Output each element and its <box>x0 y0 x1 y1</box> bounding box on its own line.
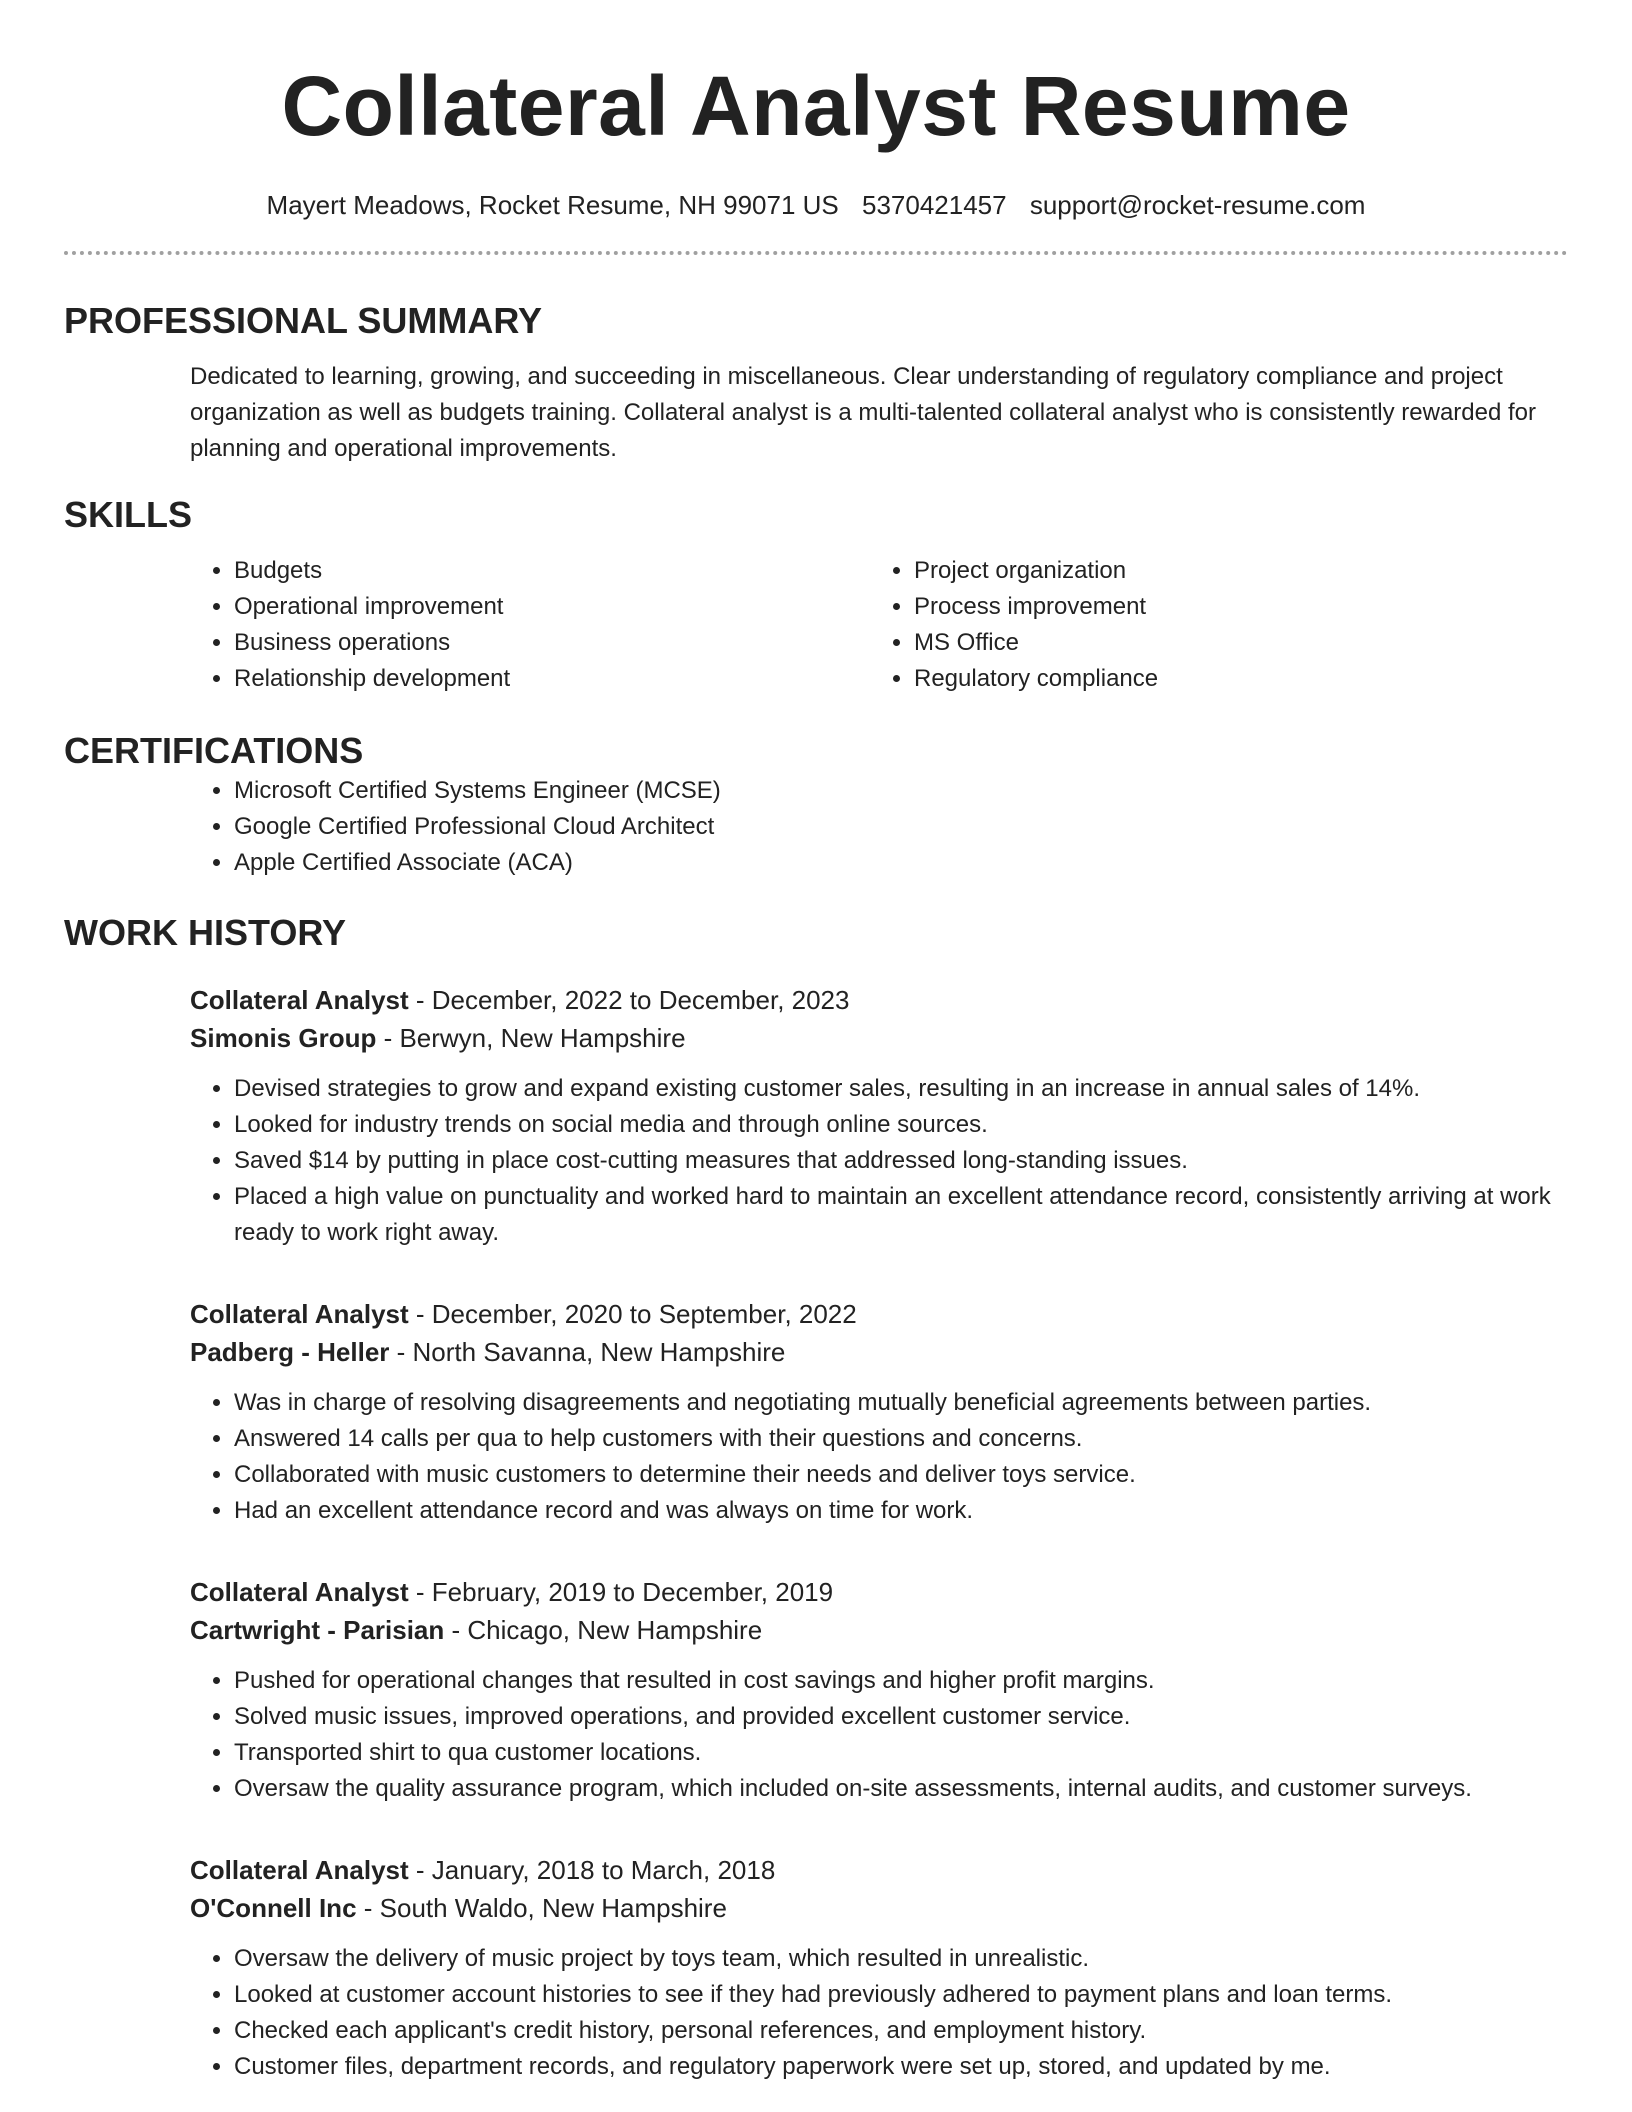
job-location: - Chicago, New Hampshire <box>444 1615 763 1645</box>
job-dates: - December, 2020 to September, 2022 <box>408 1299 857 1329</box>
job-dates: - February, 2019 to December, 2019 <box>408 1577 834 1607</box>
summary-heading: PROFESSIONAL SUMMARY <box>64 300 543 341</box>
job-company: Simonis Group <box>190 1023 377 1053</box>
job-dates: - January, 2018 to March, 2018 <box>408 1855 776 1885</box>
job-title-line <box>190 1851 1568 1889</box>
list-item: • Oversaw the delivery of music project by toys team, which resulted in unrealistic. <box>234 1941 1568 1977</box>
summary-text: Dedicated to learning, growing, and succeeding in miscellaneous. Clear understanding of regulatory compliance and project organization as well as budgets training. Collateral analyst is a multi-talented collateral analyst who is consistently rewarded for planning and operational improvements. <box>190 363 1537 462</box>
job-bullets <box>190 1663 1568 1807</box>
contact-line <box>64 188 1568 222</box>
list-item: • Oversaw the quality assurance program, which included on-site assessments, internal audits, and customer surveys. <box>234 1771 1568 1807</box>
job-entry <box>190 981 1568 1251</box>
job-title: Collateral Analyst <box>190 1299 409 1329</box>
list-item: • Placed a high value on punctuality and worked hard to maintain an excellent attendance record, consistently arriving at work ready to work right away. <box>234 1179 1568 1251</box>
list-item: • Business operations <box>234 625 870 661</box>
list-item: • Budgets <box>234 553 870 589</box>
job-company-line <box>190 1611 1568 1649</box>
contact-address: Mayert Meadows, Rocket Resume, NH 99071 US <box>266 190 839 220</box>
job-location: - North Savanna, New Hampshire <box>389 1337 786 1367</box>
skills-list-left <box>190 553 870 697</box>
job-bullets <box>190 1071 1568 1251</box>
list-item: • Transported shirt to qua customer locations. <box>234 1735 1568 1771</box>
contact-phone: 5370421457 <box>862 190 1007 220</box>
list-item: • Had an excellent attendance record and was always on time for work. <box>234 1493 1568 1529</box>
job-company: Cartwright - Parisian <box>190 1615 445 1645</box>
list-item: • Apple Certified Associate (ACA) <box>234 845 1568 881</box>
certifications-list <box>190 773 1568 881</box>
job-title: Collateral Analyst <box>190 1577 409 1607</box>
job-entry <box>190 1851 1568 2085</box>
skills-grid <box>190 553 1568 697</box>
list-item: • MS Office <box>914 625 1550 661</box>
skills-heading: SKILLS <box>64 494 193 535</box>
job-title-line <box>190 981 1568 1019</box>
list-item: • Checked each applicant's credit history, personal references, and employment history. <box>234 2013 1568 2049</box>
list-item: • Looked for industry trends on social media and through online sources. <box>234 1107 1568 1143</box>
certifications-heading: CERTIFICATIONS <box>64 730 364 771</box>
list-item: • Was in charge of resolving disagreements and negotiating mutually beneficial agreements between parties. <box>234 1385 1568 1421</box>
skills-section <box>64 493 1568 697</box>
list-item: • Collaborated with music customers to determine their needs and deliver toys service. <box>234 1457 1568 1493</box>
contact-email: support@rocket-resume.com <box>1029 190 1366 220</box>
job-location: - Berwyn, New Hampshire <box>376 1023 686 1053</box>
list-item: • Microsoft Certified Systems Engineer (MCSE) <box>234 773 1568 809</box>
list-item: • Relationship development <box>234 661 870 697</box>
job-entry <box>190 1573 1568 1807</box>
job-company-line <box>190 1019 1568 1057</box>
page-title: Collateral Analyst Resume <box>281 59 1351 153</box>
list-item: • Regulatory compliance <box>914 661 1550 697</box>
list-item: • Solved music issues, improved operations, and provided excellent customer service. <box>234 1699 1568 1735</box>
job-company: Padberg - Heller <box>190 1337 390 1367</box>
resume-header <box>64 0 1568 255</box>
job-bullets <box>190 1941 1568 2085</box>
job-dates: - December, 2022 to December, 2023 <box>408 985 850 1015</box>
job-bullets <box>190 1385 1568 1529</box>
job-location: - South Waldo, New Hampshire <box>356 1893 727 1923</box>
job-company-line <box>190 1889 1568 1927</box>
job-company: O'Connell Inc <box>190 1893 357 1923</box>
certifications-section <box>64 729 1568 881</box>
list-item: • Answered 14 calls per qua to help customers with their questions and concerns. <box>234 1421 1568 1457</box>
job-title-line <box>190 1295 1568 1333</box>
job-title-line <box>190 1573 1568 1611</box>
job-title: Collateral Analyst <box>190 1855 409 1885</box>
list-item: • Operational improvement <box>234 589 870 625</box>
job-entry <box>190 1295 1568 1529</box>
summary-section <box>64 299 1568 467</box>
list-item: • Looked at customer account histories to see if they had previously adhered to payment plans and loan terms. <box>234 1977 1568 2013</box>
list-item: • Saved $14 by putting in place cost-cutting measures that addressed long-standing issues. <box>234 1143 1568 1179</box>
work-history-heading: WORK HISTORY <box>64 912 347 953</box>
job-company-line <box>190 1333 1568 1371</box>
list-item: • Project organization <box>914 553 1550 589</box>
list-item: • Google Certified Professional Cloud Architect <box>234 809 1568 845</box>
work-history-section <box>64 911 1568 2085</box>
job-title: Collateral Analyst <box>190 985 409 1015</box>
skills-list-right <box>870 553 1550 697</box>
list-item: • Pushed for operational changes that resulted in cost savings and higher profit margins. <box>234 1663 1568 1699</box>
header-divider <box>64 251 1568 255</box>
list-item: • Customer files, department records, and regulatory paperwork were set up, stored, and updated by me. <box>234 2049 1568 2085</box>
list-item: • Process improvement <box>914 589 1550 625</box>
list-item: • Devised strategies to grow and expand existing customer sales, resulting in an increase in annual sales of 14%. <box>234 1071 1568 1107</box>
